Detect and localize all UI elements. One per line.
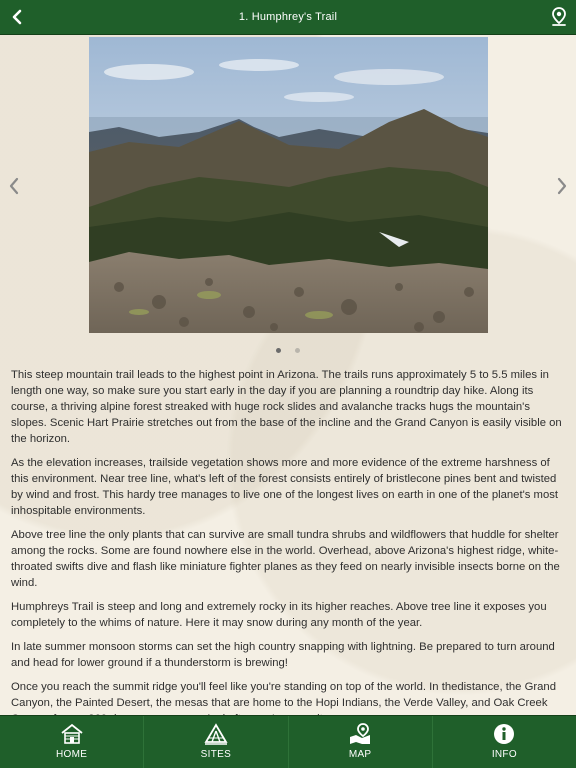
paragraph: Above tree line the only plants that can survive are small tundra shrubs and wildflowers that huddle for shelter among the rocks. Some are found nowhere else in the world. Overhead, above Arizona's highest ridge, white-throated swifts dive and flash like miniature fighter planes as they feed on nearly invisible insects borne on the wind. [11,529,560,589]
carousel-next-button[interactable] [554,175,570,197]
page-dot-1[interactable] [276,348,281,353]
paragraph: Humphreys Trail is steep and long and extremely rocky in its higher reaches. Above tree line it exposes you completely to the whims of nature. Here it may snow during any month of the year. [11,601,547,629]
page-dot-2[interactable] [295,348,300,353]
location-pin-icon [551,7,567,27]
mountain-photo [89,37,488,333]
top-navigation-bar [0,0,576,35]
tab-map[interactable] [289,716,433,768]
info-icon [492,723,516,745]
chevron-left-icon [8,177,20,195]
carousel-prev-button[interactable] [6,175,22,197]
paragraph: This steep mountain trail leads to the highest point in Arizona. The trails runs approximately 5 to 5.5 miles in length one way, so make sure you start early in the day if you are planning a roundtrip day hike. Along its course, a thriving alpine forest streaked with huge rock slides and avalanche tracks hugs the mountain's slopes. Scenic Hart Prairie stretches out from the base of the incline and the Grand Canyon is easily visible on the horizon. [11,369,562,445]
paragraph: As the elevation increases, trailside vegetation shows more and more evidence of the extreme harshness of this environment. Near tree line, what's left of the forest consists entirely of bristlecone pines bent and twisted by wind and frost. This hardy tree manages to live one of the longest lives on earth in one of the planet's most inhospitable environments. [11,457,559,517]
trail-photo [89,37,488,333]
chevron-right-icon [556,177,568,195]
tab-home-label: HOME [56,749,88,760]
tab-map-label: MAP [348,749,372,760]
carousel-page-indicator [0,348,576,353]
tab-sites[interactable] [144,716,288,768]
home-icon [60,723,84,745]
tab-home[interactable] [0,716,144,768]
paragraph: Once you reach the summit ridge you'll feel like you're standing on top of the world. In thedistance, the Grand Canyon, the Painted Desert, the mesas that are home to the Hopi Indians, the Verde Valley, and Oak Creek [11,681,556,709]
bottom-tab-bar [0,715,576,768]
tab-sites-label: SITES [200,749,232,760]
back-button[interactable] [8,8,26,26]
page-title: 1. Humphrey's Trail [238,11,338,23]
paragraph: In late summer monsoon storms can set the high country snapping with lightning. Be prepared to turn around and head for lower ground if a thunderstorm is brewing! [11,641,555,669]
tab-info[interactable] [433,716,576,768]
trail-description [11,367,566,759]
map-pin-icon [348,723,372,745]
location-button[interactable] [550,7,568,27]
tab-info-label: INFO [491,749,517,760]
tent-icon [204,723,228,745]
chevron-left-icon [11,9,23,25]
scroll-content[interactable] [0,35,576,715]
photo-carousel[interactable] [0,35,576,365]
